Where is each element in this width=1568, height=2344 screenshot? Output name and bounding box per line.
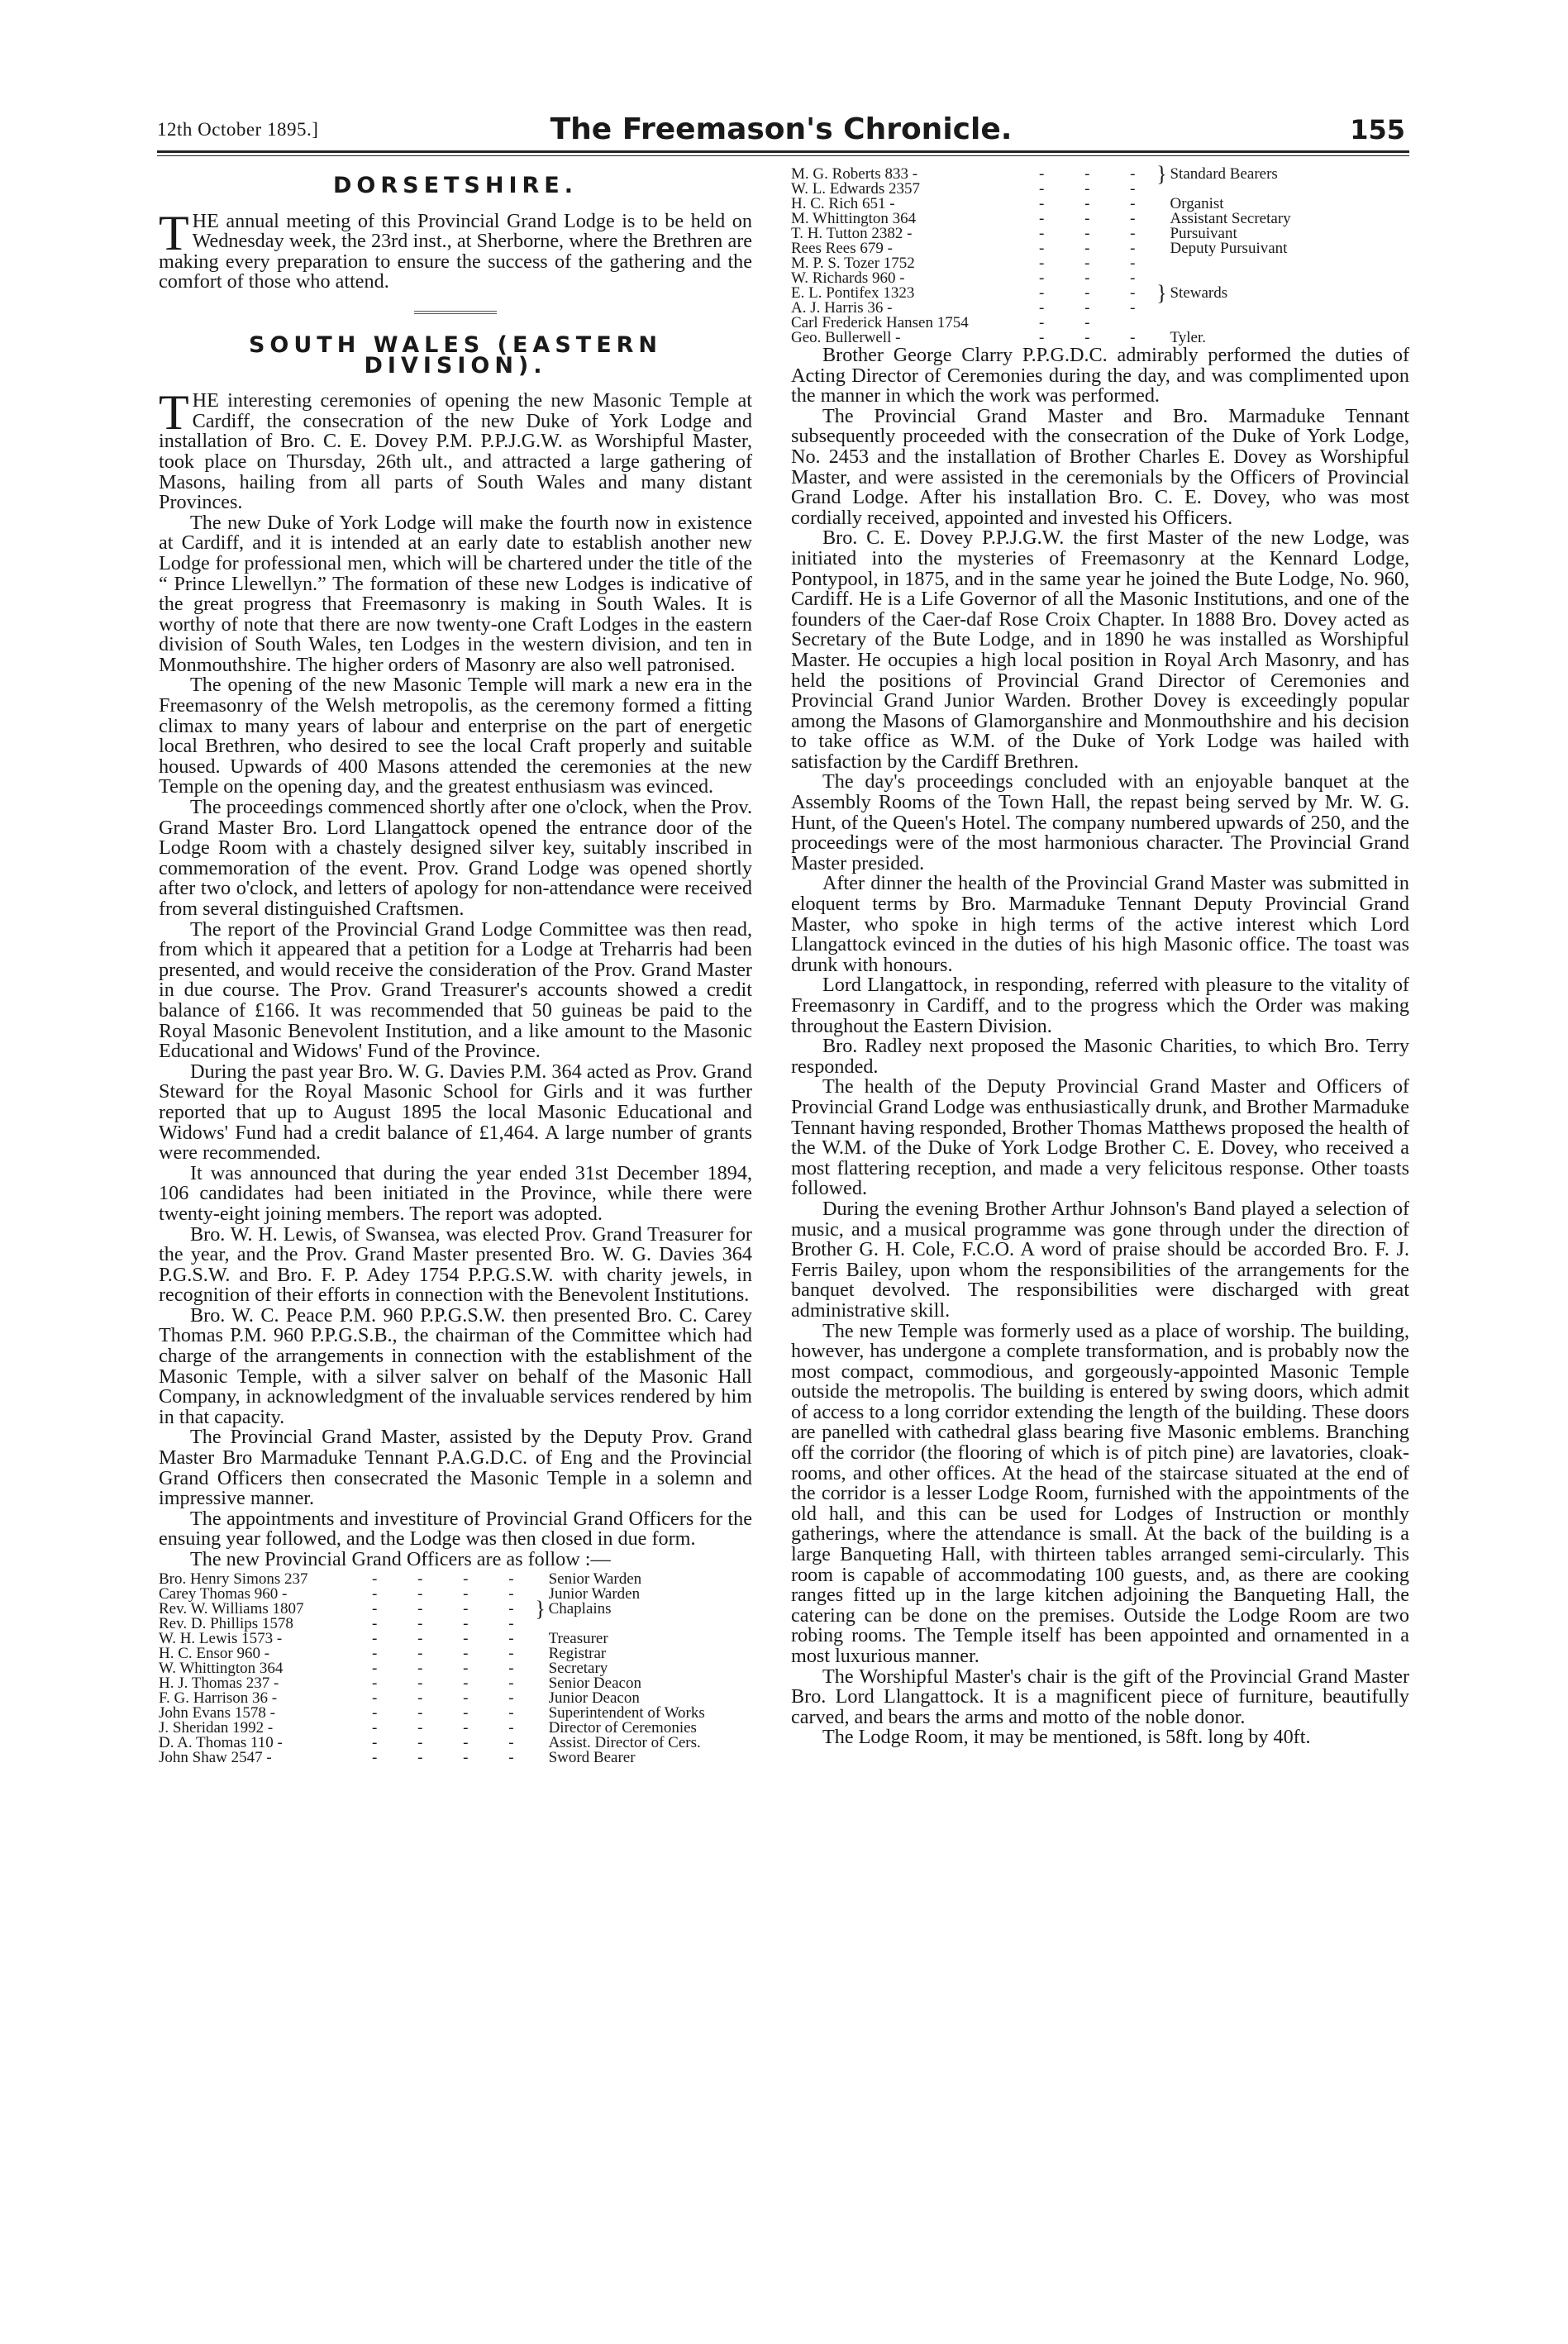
officer-name: A. J. Harris 36 - <box>791 299 893 317</box>
officers-table-left <box>159 1572 705 1765</box>
brace-mark <box>1153 256 1170 271</box>
officer-name: John Evans 1578 - <box>159 1703 275 1722</box>
officer-office <box>1170 256 1290 271</box>
article-paragraph: During the past year Bro. W. G. Davies P.M. 364 acted as Prov. Grand Steward for the Royal Masonic School for Girls and it was further reported that up to August 1895 the local Masonic Educational and Widows' Fund had a credit balance of £1,464. A large number of grants were recommended. <box>159 1060 752 1165</box>
officer-office: Assistant Secretary <box>1170 210 1291 227</box>
article-paragraph: The Lodge Room, it may be mentioned, is 58ft. long by 40ft. <box>822 1726 1311 1749</box>
article-paragraph: The new Provincial Grand Officers are as follow :— <box>190 1548 611 1570</box>
article-paragraph: The health of the Deputy Provincial Grand Master and Officers of Provincial Grand Lodge was enthusiastically drunk, and Brother Marmaduke Tennant having responded, Brother Thomas Matthews proposed the health of the W.M. of the Duke of York Lodge Brother C. E. Dovey, who received a most flattering reception, and made a very felicitous response. Other toasts followed. <box>791 1075 1409 1200</box>
officer-office: Junior Deacon <box>548 1689 640 1707</box>
article-paragraph: Bro. Radley next proposed the Masonic Charities, to which Bro. Terry responded. <box>791 1035 1409 1078</box>
leader-dots: - - - <box>1039 329 1154 346</box>
brace-mark <box>532 1572 549 1587</box>
officer-name: W. H. Lewis 1573 - <box>159 1629 283 1647</box>
article-paragraph: The report of the Provincial Grand Lodge Committee was then read, from which it appeared that a petition for a Lodge at Treharris had been presented, and would receive the consideration of the Prov. Grand Master in due course. The Prov. Grand Treasurer's accounts showed a credit balance of £166. It was recommended that 50 guineas be paid to the Royal Masonic Benevolent Institution, and a like amount to the Masonic Educational and Widows' Fund of the Province. <box>159 917 752 1063</box>
leader-dots: - - - <box>1039 284 1154 302</box>
officer-name: Carl Frederick Hansen 1754 <box>791 314 969 331</box>
officer-name: W. Whittington 364 <box>159 1659 284 1677</box>
officer-row <box>159 1646 705 1661</box>
leader-dots: - - - - <box>372 1584 532 1603</box>
officer-name: H. C. Rich 651 - <box>791 195 895 212</box>
officer-office: Senior Deacon <box>548 1674 641 1692</box>
leader-dots: - - - <box>1039 269 1154 287</box>
article-paragraph: The new Temple was formerly used as a place of worship. The building, however, has undergone a complete transformation, and is probably now the most compact, commodious, and gorgeously-appointed Masonic Temple outside the metropolis. The building is entered by swing doors, which admit of access to a long corridor extending the length of the building. These doors are panelled with cathedral glass bearing five Masonic emblems. Branching off the corridor (the flooring of which is of pitch pine) are lavatories, cloak-rooms, and other offices. At the head of the staircase situated at the end of the corridor is a lesser Lodge Room, furnished with the appointments of the old hall, and this can be used for Lodges of Instruction or monthly gatherings, where the attendance is small. At the back of the building is a large Banqueting Hall, with thirteen tables arranged semi-circularly. This room is capable of accommodating 100 guests, and, as there are cooking ranges fitted up in the large kitchen adjoining the Banqueting Hall, the catering can be done on the premises. Outside the Lodge Room are two robing rooms. The Temple itself has been appointed and ornamented in a most luxurious manner. <box>791 1319 1409 1667</box>
officer-name: W. L. Edwards 2357 <box>791 180 921 198</box>
brace-mark <box>532 1646 549 1661</box>
south-wales-heading: SOUTH WALES (EASTERN DIVISION). <box>248 331 663 379</box>
leader-dots: - - - - <box>372 1718 532 1737</box>
leader-dots: - - - <box>1039 195 1154 212</box>
article-paragraph: During the evening Brother Arthur Johnson's Band played a selection of music, and a musical programme was gone through under the direction of Brother G. H. Cole, F.C.O. A word of praise should be accorded Bro. F. J. Ferris Bailey, upon whom the responsibilities of the arrangements for the banquet devolved. The responsibilities were discharged with great administrative skill. <box>791 1197 1409 1322</box>
brace-mark: } <box>1156 162 1167 186</box>
officer-office: Director of Ceremonies <box>548 1718 697 1737</box>
officer-row <box>159 1676 705 1691</box>
officer-office <box>1170 301 1290 316</box>
leader-dots: - - - - <box>372 1644 532 1662</box>
leader-dots: - - - <box>1039 299 1154 317</box>
officer-office: Organist <box>1170 195 1224 212</box>
article-paragraph: Bro. W. C. Peace P.M. 960 P.P.G.S.W. then presented Bro. C. Carey Thomas P.M. 960 P.P.G.S.B., the chairman of the Committee which had charge of the arrangements in connection with the establishment of the Masonic Temple, with a silver salver on behalf of the Masonic Hall Company, in acknowledgment of the invaluable services rendered by him in that capacity. <box>159 1303 752 1428</box>
officer-row <box>159 1691 705 1706</box>
officer-row <box>159 1602 705 1617</box>
article-paragraph: The Worshipful Master's chair is the gift of the Provincial Grand Master Bro. Lord Llangattock. It is a magnificent piece of furniture, beautifully carved, and bears the arms and motto of the noble donor. <box>791 1665 1409 1728</box>
leader-dots: - - - - <box>372 1570 532 1588</box>
officer-name: H. J. Thomas 237 - <box>159 1674 279 1692</box>
officer-row <box>159 1572 705 1587</box>
officer-office: Stewards <box>1170 284 1228 302</box>
officers-table-right <box>791 162 1291 346</box>
article-paragraph: The new Duke of York Lodge will make the fourth now in existence at Cardiff, and it is intended at an early date to establish another new Lodge for professional men, which will be chartered under the title of the “ Prince Llewellyn.” The formation of these new Lodges is indicative of the great progress that Freemasonry is making in South Wales. It is worthy of note that there are now twenty-one Craft Lodges in the eastern division of South Wales, ten Lodges in the western division, and ten in Monmouthshire. The higher orders of Masonry are also well patronised. <box>159 511 752 676</box>
article-paragraph: The day's proceedings concluded with an enjoyable banquet at the Assembly Rooms of the Town Hall, the repast being served by Mr. W. G. Hunt, of the Queen's Hotel. The company numbered upwards of 250, and the proceedings were of the most harmonious character. The Provincial Grand Master presided. <box>791 770 1409 874</box>
brace-mark <box>1153 226 1170 241</box>
article-paragraph: Bro. C. E. Dovey P.P.J.G.W. the first Master of the new Lodge, was initiated into the mysteries of Freemasonry at the Kennard Lodge, Pontypool, in 1875, and in the same year he joined the Bute Lodge, No. 960, Cardiff. He is a Life Governor of all the Masonic Institutions, and one of the founders of the Caer-daf Rose Croix Chapter. In 1888 Bro. Dovey acted as Secretary of the Bute Lodge, and in 1890 he was installed as Worshipful Master. He occupies a high local position in Royal Arch Masonry, and has held the positions of Provincial Grand Director of Ceremonies and Provincial Grand Junior Warden. Brother Dovey is exceedingly popular among the Masons of Glamorganshire and Monmouthshire and his decision to take office as W.M. of the Duke of York Lodge was hailed with satisfaction by the Cardiff Brethren. <box>791 526 1409 773</box>
brace-mark <box>532 1736 549 1751</box>
officer-office: Sword Bearer <box>548 1748 636 1766</box>
drop-cap: T <box>159 205 189 260</box>
leader-dots: - - - - <box>372 1599 532 1617</box>
article-paragraph: After dinner the health of the Provincial Grand Master was submitted in eloquent terms by Bro. Marmaduke Tennant Deputy Provincial Grand Master, who spoke in high terms of the active interest which Lord Llangattock evinced in the duties of his high Masonic office. The toast was drunk with honours. <box>791 872 1409 976</box>
officer-name: Geo. Bullerwell - <box>791 329 901 346</box>
article-paragraph: It was announced that during the year ended 31st December 1894, 106 candidates had been initiated in the Province, while there were twenty-eight joining members. The report was adopted. <box>159 1161 752 1225</box>
officer-office: Treasurer <box>548 1629 608 1647</box>
leader-dots: - - - <box>1039 225 1154 242</box>
brace-mark <box>1153 241 1170 256</box>
brace-mark <box>532 1721 549 1736</box>
officer-row <box>159 1661 705 1676</box>
leader-dots: - - - - <box>372 1614 532 1632</box>
officer-row <box>159 1721 705 1736</box>
officer-office: Junior Warden <box>548 1584 641 1603</box>
leader-dots: - - - <box>1039 165 1154 183</box>
page-number: 155 <box>1350 114 1405 145</box>
brace-mark <box>1153 212 1170 226</box>
officer-name: M. G. Roberts 833 - <box>791 165 918 183</box>
page-header <box>157 112 1405 146</box>
drop-cap: T <box>159 385 189 441</box>
dorsetshire-heading: DORSETSHIRE. <box>332 173 579 198</box>
officer-name: M. P. S. Tozer 1752 <box>791 255 915 272</box>
brace-mark <box>1153 316 1170 331</box>
officer-office: Registrar <box>548 1644 607 1662</box>
officer-name: F. G. Harrison 36 - <box>159 1689 278 1707</box>
article-paragraph: The proceedings commenced shortly after one o'clock, when the Prov. Grand Master Bro. Lord Llangattock opened the entrance door of the Lodge Room with a chastely designed silver key, suitably inscribed in commemoration of the event. Prov. Grand Lodge was opened shortly after two o'clock, and letters of apology for non-attendance were received from several distinguished Craftsmen. <box>159 796 752 920</box>
officer-office: Chaplains <box>548 1599 612 1617</box>
article-paragraph: The Provincial Grand Master, assisted by the Deputy Prov. Grand Master Bro Marmaduke Tennant P.A.G.D.C. of Eng and the Provincial Grand Officers then consecrated the Masonic Temple in a solemn and impressive manner. <box>159 1426 752 1510</box>
article-paragraph: Bro. W. H. Lewis, of Swansea, was elected Prov. Grand Treasurer for the year, and the Prov. Grand Master presented Bro. W. G. Davies 364 P.G.S.W. and Bro. F. P. Adey 1754 P.P.G.S.W. with charity jewels, in recognition of their efforts in connection with the Benevolent Institutions. <box>159 1222 752 1307</box>
officer-name: E. L. Pontifex 1323 <box>791 284 915 302</box>
officer-office: Superintendent of Works <box>548 1703 705 1722</box>
officer-office: Assist. Director of Cers. <box>548 1733 701 1751</box>
officer-row <box>159 1632 705 1646</box>
officer-name: Bro. Henry Simons 237 <box>159 1570 308 1588</box>
officer-name: Rev. W. Williams 1807 <box>159 1599 304 1617</box>
officer-name: John Shaw 2547 - <box>159 1748 272 1766</box>
officer-office: Tyler. <box>1170 329 1207 346</box>
officer-name: Rees Rees 679 - <box>791 240 893 257</box>
publication-title: The Freemason's Chronicle. <box>550 112 1013 146</box>
brace-mark <box>532 1706 549 1721</box>
section-divider <box>414 311 497 314</box>
officer-row <box>159 1706 705 1721</box>
officer-name: J. Sheridan 1992 - <box>159 1718 274 1737</box>
officer-name: Rev. D. Phillips 1578 <box>159 1614 293 1632</box>
article-paragraph: The appointments and investiture of Provincial Grand Officers for the ensuing year followed, and the Lodge was then closed in due form. <box>159 1507 752 1551</box>
officer-name: T. H. Tutton 2382 - <box>791 225 913 242</box>
officer-office: Senior Warden <box>548 1570 642 1588</box>
leader-dots: - - - <box>1039 180 1154 198</box>
leader-dots: - - - - <box>372 1674 532 1692</box>
article-paragraph: The opening of the new Masonic Temple will mark a new era in the Freemasonry of the Welsh metropolis, as the ceremony formed a fitting climax to many years of labour and enterprise on the part of energetic local Brethren, who desired to see the local Craft properly and suitable housed. Upwards of 400 Masons attended the ceremonies at the new Temple on the opening day, and the greatest enthusiasm was evinced. <box>159 674 752 798</box>
officer-name: D. A. Thomas 110 - <box>159 1733 283 1751</box>
leader-dots: - - - - <box>372 1703 532 1722</box>
leader-dots: - - - <box>1039 210 1154 227</box>
leader-dots: - - - - <box>372 1629 532 1647</box>
brace-mark <box>532 1691 549 1706</box>
officer-row <box>159 1751 705 1765</box>
brace-mark <box>532 1676 549 1691</box>
brace-mark <box>532 1751 549 1765</box>
article-paragraph: Lord Llangattock, in responding, referred with pleasure to the vitality of Freemasonry in Cardiff, and to the progress which the Order was making throughout the Eastern Division. <box>791 974 1409 1037</box>
officer-row <box>159 1587 705 1602</box>
officer-row <box>159 1617 705 1632</box>
leader-dots: - - - - <box>372 1748 532 1766</box>
officer-office: Standard Bearers <box>1170 165 1278 183</box>
leader-dots: - - - - <box>372 1733 532 1751</box>
article-paragraph: THE interesting ceremonies of opening the new Masonic Temple at Cardiff, the consecration of the new Duke of York Lodge and installation of Bro. C. E. Dovey P.M. P.P.J.G.W. as Worshipful Master, took place on Thursday, 26th ult., and attracted a large gathering of Masons, hailing from all parts of South Wales and many distant Provinces. <box>159 385 752 514</box>
leader-dots: - - <box>1039 314 1108 331</box>
leader-dots: - - - - <box>372 1659 532 1677</box>
officer-office: Pursuivant <box>1170 225 1237 242</box>
left-column <box>159 169 752 1765</box>
brace-mark: } <box>1156 281 1167 305</box>
officer-office: Secretary <box>548 1659 608 1677</box>
header-rule-thick <box>157 150 1409 153</box>
brace-mark <box>532 1661 549 1676</box>
officer-name: H. C. Ensor 960 - <box>159 1644 270 1662</box>
leader-dots: - - - - <box>372 1689 532 1707</box>
officer-name: Carey Thomas 960 - <box>159 1584 288 1603</box>
issue-date: 12th October 1895.] <box>157 119 319 140</box>
brace-mark <box>532 1632 549 1646</box>
brace-mark <box>1153 197 1170 212</box>
right-column <box>791 162 1409 1749</box>
brace-mark: } <box>535 1596 546 1621</box>
officer-office <box>549 1617 705 1632</box>
leader-dots: - - - <box>1039 255 1154 272</box>
article-paragraph: Brother George Clarry P.P.G.D.C. admirably performed the duties of Acting Director of Ceremonies during the day, and was complimented upon the manner in which the work was performed. <box>791 344 1409 407</box>
article-paragraph: The Provincial Grand Master and Bro. Marmaduke Tennant subsequently proceeded with the consecration of the Duke of York Lodge, No. 2453 and the installation of Brother Charles E. Dovey as Worshipful Master, and were assisted in the ceremonials by the Officers of Provincial Grand Lodge. After his installation Bro. C. E. Dovey, who was most cordially received, appointed and invested his Officers. <box>791 404 1409 529</box>
dorsetshire-paragraph: THE annual meeting of this Provincial Grand Lodge is to be held on Wednesday week, the 23rd inst., at Sherborne, where the Brethren are making every preparation to ensure the success of the gathering and the comfort of those who attend. <box>159 205 752 293</box>
officer-row <box>159 1736 705 1751</box>
leader-dots: - - - <box>1039 240 1154 257</box>
header-rule-thin <box>157 155 1409 156</box>
officer-name: M. Whittington 364 <box>791 210 917 227</box>
officer-office: Deputy Pursuivant <box>1170 240 1288 257</box>
officer-name: W. Richards 960 - <box>791 269 905 287</box>
